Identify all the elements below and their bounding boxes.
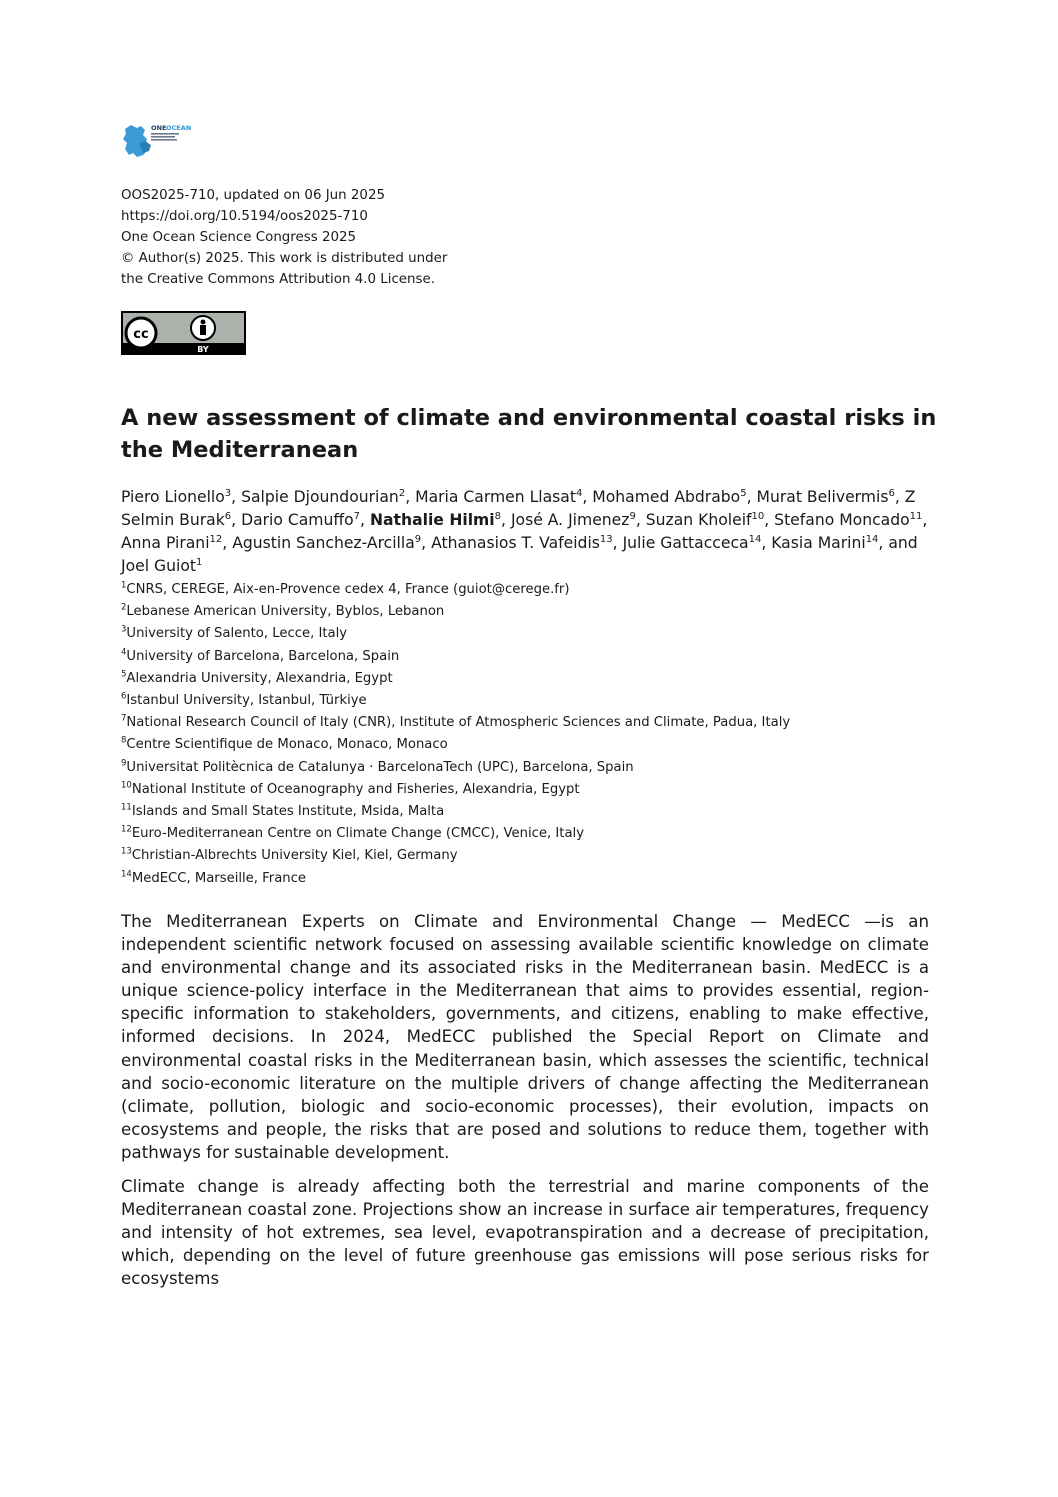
logo-text-ocean: OCEAN [166,124,192,132]
affiliation-text: Alexandria University, Alexandria, Egypt [126,670,393,686]
affiliation-item [121,868,929,890]
affiliation-number: 4 [121,647,127,658]
one-ocean-logo [121,121,192,161]
affiliation-text: University of Salento, Lecce, Italy [126,626,348,642]
author-name: Julie Gattacceca [622,534,749,552]
author-name: Nathalie Hilmi [369,511,495,529]
author-name: Piero Lionello [121,488,225,506]
affiliation-text: Lebanese American University, Byblos, Lebanon [126,604,445,620]
author-name: José A. Jimenez [510,511,630,529]
affiliation-number: 6 [121,691,127,702]
author-separator: , [582,488,593,506]
author-affiliation-marker: 4 [575,487,583,499]
author-affiliation-marker: 3 [224,487,232,499]
abstract-paragraph-1: The Mediterranean Experts on Climate and Environmental Change — MedECC —is an independent scientific network focused on assessing available scientific knowledge on climate and environmental change and its associated risks in the Mediterranean basin. MedECC is a unique science-policy interface in the Mediterranean that aims to provides essential, region-specific information to stakeholders, governments, and citizens, enabling to make effective, informed decisions. In 2024, MedECC published the Special Report on Climate and environmental coastal risks in the Mediterranean basin, which assesses the scientific, technical and socio-economic literature on the multiple drivers of change affecting the Mediterranean (climate, pollution, biologic and socio-economic processes), their evolution, impacts on ecosystems and people, the risks that are posed and solutions to reduce them, together with pathways for sustainable development. [121,912,929,1162]
cc-text: cc [133,327,149,342]
affiliation-text: Euro-Mediterranean Centre on Climate Change (CMCC), Venice, Italy [131,826,585,842]
author-affiliation-marker: 8 [494,510,502,522]
affiliation-number: 5 [121,669,127,680]
author-affiliation-marker: 5 [740,487,747,499]
affiliation-text: Universitat Politècnica de Catalunya · BarcelonaTech (UPC), Barcelona, Spain [126,759,634,775]
author-list [121,486,929,578]
paper-title: A new assessment of climate and environmental coastal risks in the Mediterranean [121,405,937,463]
affiliation-item [121,757,929,779]
affiliation-text: Islands and Small States Institute, Msida, Malta [131,804,445,820]
author-separator: , [612,534,623,552]
author-separator: , [222,534,233,552]
affiliation-number: 13 [121,847,132,858]
affiliation-text: Centre Scientifique de Monaco, Monaco, Monaco [126,737,448,753]
author-separator: , [421,534,432,552]
author-name: Murat Belivermis [756,488,889,506]
abstract-paragraph-2: Climate change is already affecting both the terrestrial and marine components of the Mediterranean coastal zone. Projections show an increase in surface air temperatures, frequency and intensity of hot extremes, sea level, evapotranspiration and a decrease of precipitation, which, depending on the level of future greenhouse gas emissions will pose serious risks for ecosystems [121,1177,929,1289]
affiliation-item [121,801,929,823]
author-separator: , [405,488,416,506]
affiliation-item [121,668,929,690]
affiliation-item [121,690,929,712]
affiliation-number: 11 [121,802,132,813]
author-separator: , [231,511,242,529]
author-affiliation-marker: 9 [414,533,422,545]
author-name: Kasia Marini [771,534,866,552]
author-name: Agustin Sanchez-Arcilla [232,534,415,552]
affiliation-item [121,579,929,601]
affiliation-number: 10 [121,780,132,791]
affiliation-item [121,823,929,845]
author-affiliation-marker: 12 [209,533,223,545]
affiliation-item [121,601,929,623]
affiliation-number: 12 [121,824,132,835]
meta-congress-line: One Ocean Science Congress 2025 [121,230,357,245]
author-separator: , [761,534,772,552]
author-affiliation-marker: 2 [398,487,406,499]
affiliation-number: 7 [121,713,127,724]
affiliation-text: CNRS, CEREGE, Aix-en-Provence cedex 4, France (guiot@cerege.fr) [126,582,570,597]
author-affiliation-marker: 14 [865,533,879,545]
author-affiliation-marker: 10 [751,510,765,522]
author-affiliation-marker: 13 [599,533,613,545]
abstract-body [121,910,929,1302]
citation-meta [121,185,541,290]
affiliation-text: National Research Council of Italy (CNR), Institute of Atmospheric Sciences and Climate, Padua, Italy [126,715,791,731]
affiliation-text: MedECC, Marseille, France [131,870,307,886]
author-name: Salpie Djoundourian [241,488,399,506]
affiliation-list [121,579,929,890]
affiliation-text: University of Barcelona, Barcelona, Spain [126,648,400,664]
author-name: Joel Guiot [121,557,196,575]
author-affiliation-marker: 14 [748,533,762,545]
affiliation-text: Istanbul University, Istanbul, Türkiye [126,693,367,709]
author-separator: , [231,488,242,506]
cc-by-license-badge[interactable] [121,311,246,355]
author-name: Maria Carmen Llasat [415,488,576,506]
author-affiliation-marker: 1 [195,556,203,568]
author-name: Athanasios T. Vafeidis [431,534,600,552]
author-name: Mohamed Abdrabo [592,488,741,506]
logo-text-one: ONE [151,124,167,132]
author-name: Dario Camuffo [241,511,354,529]
author-name: Suzan Kholeif [645,511,752,529]
meta-doi-link[interactable]: https://doi.org/10.5194/oos2025-710 [121,209,368,224]
author-separator: , [635,511,646,529]
author-affiliation-marker: 6 [888,487,895,499]
affiliation-number: 14 [121,869,132,880]
affiliation-item [121,734,929,756]
affiliation-number: 8 [121,736,127,747]
author-affiliation-marker: 11 [909,510,923,522]
affiliation-text: National Institute of Oceanography and Fisheries, Alexandria, Egypt [131,781,580,797]
affiliation-number: 1 [121,580,127,591]
meta-license-line: the Creative Commons Attribution 4.0 License. [121,272,436,287]
author-separator: , and [878,534,918,552]
author-separator: , [360,511,370,529]
author-separator: , [894,488,905,506]
affiliation-item [121,646,929,668]
author-affiliation-marker: 7 [353,510,361,522]
author-name: Stefano Moncado [774,511,910,529]
affiliation-number: 3 [121,625,127,636]
author-affiliation-marker: 6 [224,510,232,522]
affiliation-number: 9 [121,758,127,769]
author-separator: , [746,488,757,506]
author-separator: , [922,511,928,529]
affiliation-item [121,779,929,801]
affiliation-item [121,712,929,734]
author-separator: , [501,511,511,529]
meta-copyright-line: © Author(s) 2025. This work is distributed under [121,251,448,266]
affiliation-number: 2 [121,602,127,613]
affiliation-item [121,845,929,867]
author-name: Anna Pirani [121,534,210,552]
affiliation-text: Christian-Albrechts University Kiel, Kiel, Germany [131,848,458,864]
author-separator: , [764,511,775,529]
affiliation-item [121,623,929,645]
author-affiliation-marker: 9 [629,510,636,522]
meta-id-line: OOS2025-710, updated on 06 Jun 2025 [121,188,385,203]
by-text: BY [197,345,209,354]
author-name: Z Selmin Burak [121,488,916,529]
